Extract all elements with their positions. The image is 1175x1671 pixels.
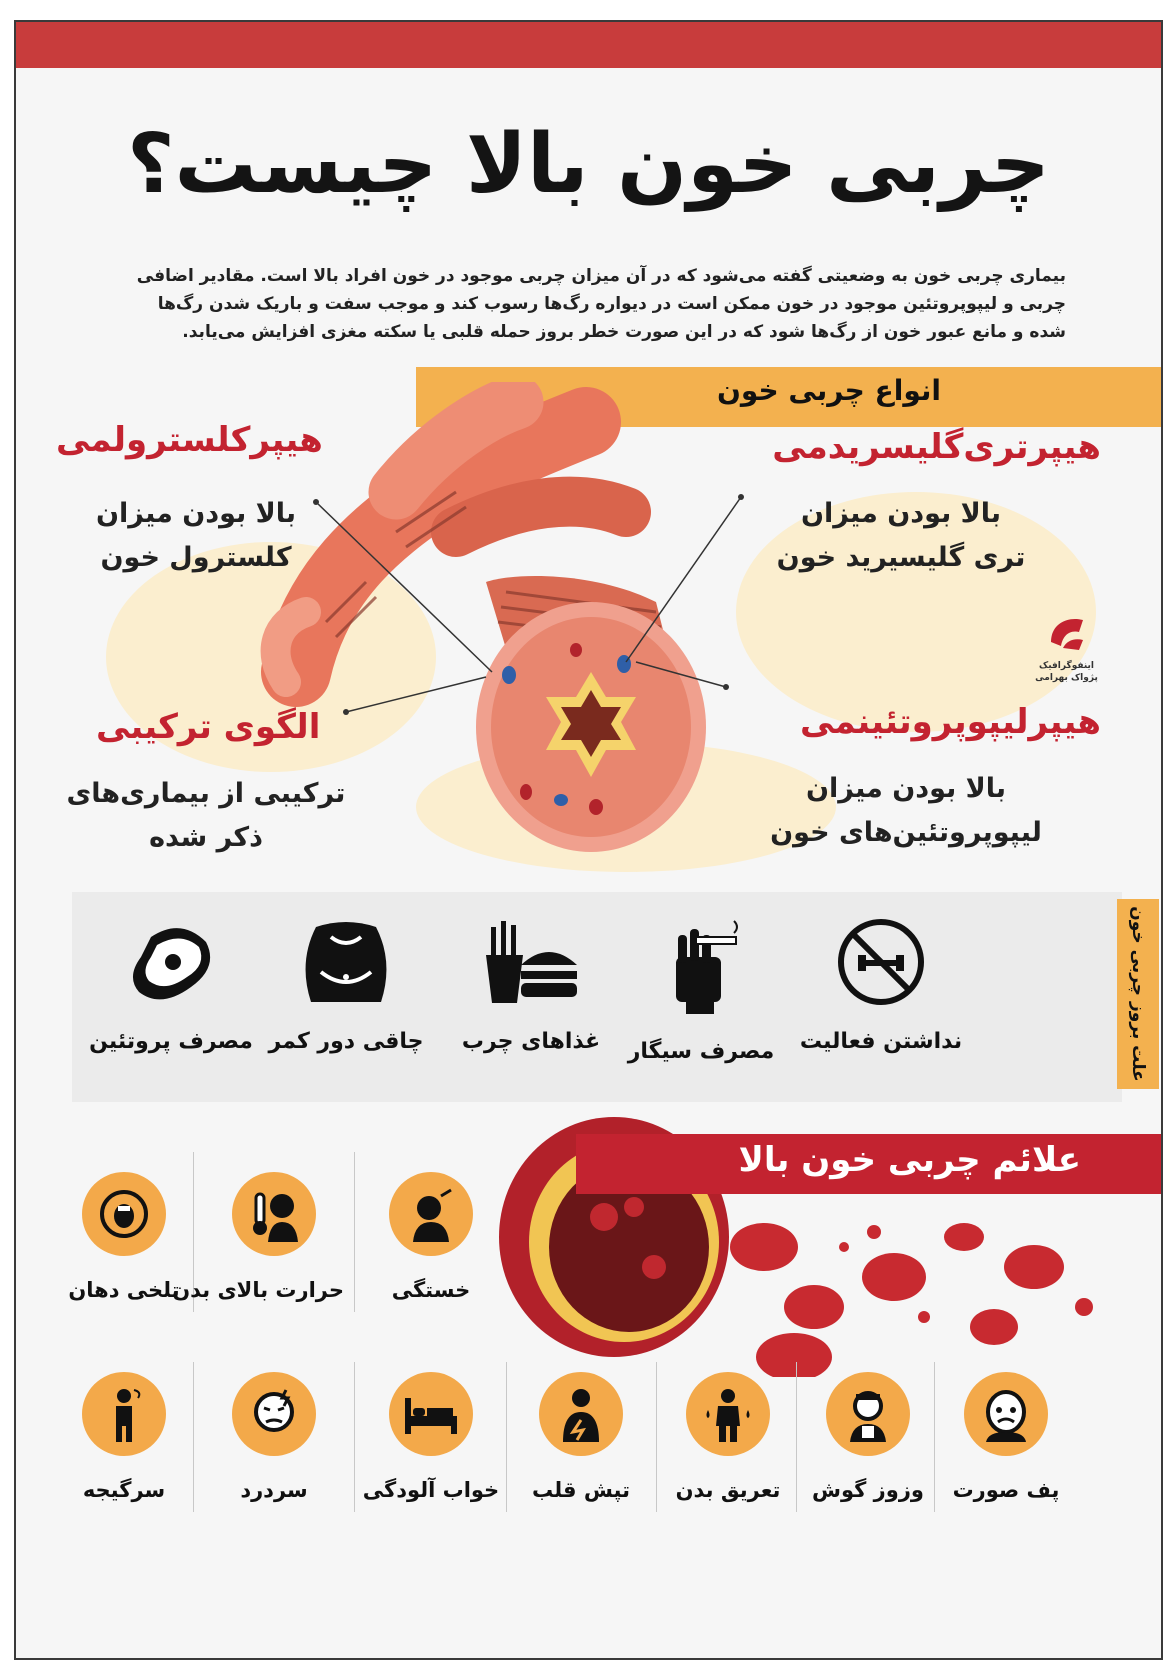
bitter-mouth-icon	[96, 1186, 152, 1242]
logo-icon	[1045, 612, 1089, 656]
type-combined-pattern-desc	[66, 772, 346, 860]
belly-fat-icon	[296, 917, 396, 1007]
symptom-icon-circle	[539, 1372, 623, 1456]
symptom-label: تلخی دهان	[68, 1278, 180, 1302]
sleepy-bed-icon	[401, 1386, 461, 1442]
symptom-icon-circle	[82, 1172, 166, 1256]
divider	[354, 1362, 355, 1512]
cause-label: غذاهای چرب	[461, 1029, 601, 1054]
desc-line: لیپوپروتئین‌های خون	[770, 817, 1042, 848]
tired-icon	[403, 1186, 459, 1242]
symptom-label: وزوز گوش	[812, 1478, 924, 1502]
desc-line: بالا بودن میزان	[806, 773, 1006, 804]
desc-line: بالا بودن میزان	[96, 498, 296, 529]
type-hypertriglyceridemia-desc	[751, 492, 1051, 580]
symptom-label: پف صورت	[952, 1478, 1060, 1502]
symptom-item	[798, 1372, 938, 1502]
symptom-item	[511, 1372, 651, 1502]
logo-line: اینفوگرافیک	[1039, 661, 1094, 671]
symptom-item	[936, 1372, 1076, 1502]
symptom-icon-circle	[232, 1372, 316, 1456]
symptom-item	[172, 1172, 344, 1302]
desc-line: ذکر شده	[149, 822, 263, 853]
desc-line: ترکیبی از بیماری‌های	[66, 778, 346, 809]
fast-food-icon	[481, 917, 581, 1007]
brand-logo	[1034, 612, 1099, 684]
symptom-icon-circle	[964, 1372, 1048, 1456]
symptom-item	[658, 1372, 798, 1502]
intro-paragraph: بیماری چربی خون به وضعیتی گفته می‌شود که در آن میزان چربی موجود در خون افراد بالا است. مقادیر اضافی چربی و لیپوپروتئین موجود در خون ممکن است در دیواره رگ‌ها رسوب کند و موجب سفت و باریک شدن رگ‌ها شده و مانع عبور خون از رگ‌ها شود که در این صورت خطر بروز حمله قلبی یا سکته مغزی افزایش می‌یابد.	[136, 266, 1066, 342]
symptom-icon-circle	[686, 1372, 770, 1456]
type-hypertriglyceridemia-title: هیپرتری‌گلیسریدمی	[772, 427, 1101, 467]
meat-icon	[121, 917, 221, 1007]
sweating-icon	[700, 1386, 756, 1442]
type-hypercholesterolemia-title: هیپرکلسترولمی	[56, 420, 323, 460]
symptom-icon-circle	[389, 1172, 473, 1256]
page-title: چربی خون بالا چیست؟	[126, 117, 1051, 212]
logo-line: پژواک بهرامی	[1035, 673, 1098, 683]
symptom-label: سردرد	[240, 1478, 308, 1502]
symptom-icon-circle	[82, 1372, 166, 1456]
cause-item	[86, 917, 256, 1054]
symptom-item	[361, 1372, 501, 1502]
cause-label: مصرف پروتئین	[89, 1029, 253, 1054]
symptom-item	[361, 1172, 501, 1302]
fever-icon	[246, 1186, 302, 1242]
symptom-item	[54, 1172, 194, 1302]
symptom-label: سرگیجه	[82, 1478, 166, 1502]
infographic-frame	[14, 20, 1163, 1660]
symptom-item	[204, 1372, 344, 1502]
desc-line: کلسترول خون	[100, 542, 292, 573]
symptom-icon-circle	[389, 1372, 473, 1456]
symptoms-heading: علائم چربی خون بالا	[738, 1140, 1081, 1180]
cigarette-hand-icon	[656, 917, 746, 1017]
headache-icon	[246, 1386, 302, 1442]
palpitation-icon	[553, 1386, 609, 1442]
type-combined-pattern-title: الگوی ترکیبی	[96, 707, 321, 747]
cause-item	[261, 917, 431, 1054]
cause-item	[446, 917, 616, 1054]
divider	[506, 1362, 507, 1512]
tinnitus-icon	[840, 1386, 896, 1442]
symptom-icon-circle	[826, 1372, 910, 1456]
causes-heading-tab	[1117, 899, 1159, 1089]
cause-item	[616, 917, 786, 1064]
symptom-label: حرارت بالای بدن	[172, 1278, 344, 1302]
type-hyperlipoproteinemia-desc	[751, 767, 1061, 855]
symptom-label: تعریق بدن	[675, 1478, 781, 1502]
symptom-label: خواب آلودگی	[362, 1478, 500, 1502]
cause-label: چاقی دور کمر	[268, 1029, 424, 1054]
divider	[656, 1362, 657, 1512]
desc-line: بالا بودن میزان	[801, 498, 1001, 529]
dizziness-icon	[96, 1386, 152, 1442]
cause-label: نداشتن فعالیت	[799, 1029, 963, 1054]
symptom-item	[54, 1372, 194, 1502]
causes-heading: علت بروز چربی خون	[1128, 906, 1148, 1082]
no-exercise-icon	[836, 917, 926, 1007]
symptom-label: تپش قلب	[531, 1478, 630, 1502]
cause-item	[796, 917, 966, 1054]
puffy-face-icon	[978, 1386, 1034, 1442]
type-hypercholesterolemia-desc	[66, 492, 326, 580]
divider	[354, 1152, 355, 1312]
types-heading: انواع چربی خون	[717, 374, 941, 407]
symptom-label: خستگی	[391, 1278, 471, 1302]
cause-label: مصرف سیگار	[627, 1039, 775, 1064]
desc-line: تری گلیسیرید خون	[776, 542, 1026, 573]
symptom-icon-circle	[232, 1172, 316, 1256]
type-hyperlipoproteinemia-title: هیپرلیپوپروتئینمی	[800, 702, 1101, 742]
